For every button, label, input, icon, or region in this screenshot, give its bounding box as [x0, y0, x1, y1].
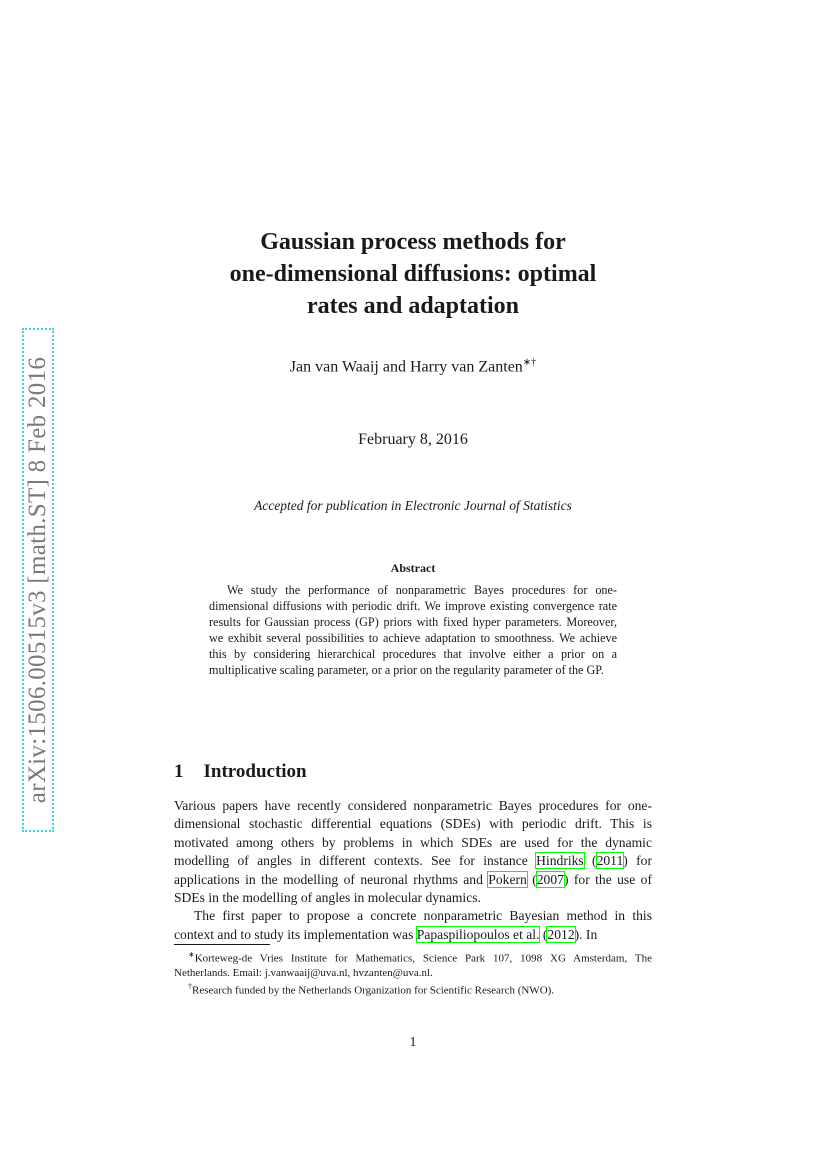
abstract-text: We study the performance of nonparametric Bayes procedures for one-dimensional diffusions with periodic drift. We improve existing convergence rate results for Gaussian process (GP) priors with fixed hyper parameters. Moreover, we exhibit several possibilities to achieve adaptation to smoothness. We achieve this by considering hierarchical procedures that involve either a prior on a multiplicative scaling parameter, or a prior on the regularity parameter of the GP. — [209, 583, 617, 677]
text-run: ) for applications in the modelling of neuronal rhythms and — [174, 853, 652, 887]
publication-date: February 8, 2016 — [358, 431, 468, 448]
text-run: ) for the use of SDEs in the modelling of angles in molecular dynamics. — [174, 871, 652, 906]
title-line-2: one-dimensional diffusions: optimal — [229, 261, 597, 287]
text-run: Various papers have recently considered nonparametric Bayes procedures for one-dimensional stochastic differential equations (SDEs) with periodic drift. This is motivated among others by problems in which SDEs are used for the dynamic modelling of angles in different contexts. See for instance — [174, 798, 652, 869]
citation-link-pokern[interactable]: Pokern — [488, 871, 527, 887]
title-line-1: Gaussian process methods for — [260, 229, 566, 255]
text-run: The first paper to propose a concrete nonparametric Bayesian method in this context and to study its implementation was — [174, 908, 652, 942]
footnote-mark: † — [188, 981, 192, 991]
text-run: ( — [539, 926, 548, 942]
author-footnote-marks[interactable]: ∗† — [522, 357, 537, 368]
arxiv-stamp[interactable] — [22, 328, 54, 832]
footnote-mark: ∗ — [188, 950, 195, 959]
abstract-heading: Abstract — [390, 561, 436, 575]
footnote-funding — [174, 980, 652, 998]
section-number: 1 — [174, 761, 184, 782]
footnote-affiliation — [174, 948, 652, 980]
title-line-3: rates and adaptation — [306, 293, 520, 319]
text-run: ( — [583, 853, 597, 869]
introduction-body — [174, 797, 652, 944]
section-heading — [174, 761, 307, 783]
author-names: Jan van Waaij and Harry van Zanten — [289, 358, 523, 376]
citation-link-hindriks[interactable]: Hindriks — [536, 853, 584, 869]
paper-title — [174, 226, 652, 322]
authors — [174, 357, 652, 376]
text-run: ). In — [574, 926, 598, 942]
footnotes — [174, 948, 652, 997]
arxiv-identifier: arXiv:1506.00515v3 [math.ST] 8 Feb 2016 — [24, 356, 51, 804]
footnote-text: Research funded by the Netherlands Organization for Scientific Research (NWO). — [192, 984, 555, 997]
citation-link-papaspiliopoulos[interactable]: Papaspiliopoulos et al. — [416, 926, 540, 942]
intro-paragraph-2 — [174, 907, 652, 944]
citation-year-link-papaspiliopoulos[interactable]: 2012 — [547, 926, 575, 942]
page-number: 1 — [409, 1034, 417, 1049]
text-run: ( — [526, 871, 537, 887]
footnote-text: Korteweg-de Vries Institute for Mathematics, Science Park 107, 1098 XG Amsterdam, The Netherlands. Email: j.vanwaaij@uva.nl, hvzanten@uva.nl. — [174, 952, 652, 979]
citation-year-link-hindriks[interactable]: 2011 — [596, 853, 624, 869]
acceptance-note: Accepted for publication in Electronic Journal of Statistics — [254, 498, 572, 513]
section-title: Introduction — [203, 761, 307, 782]
intro-paragraph-1 — [174, 797, 652, 907]
footnote-divider — [174, 944, 270, 945]
citation-year-link-pokern[interactable]: 2007 — [536, 871, 564, 887]
